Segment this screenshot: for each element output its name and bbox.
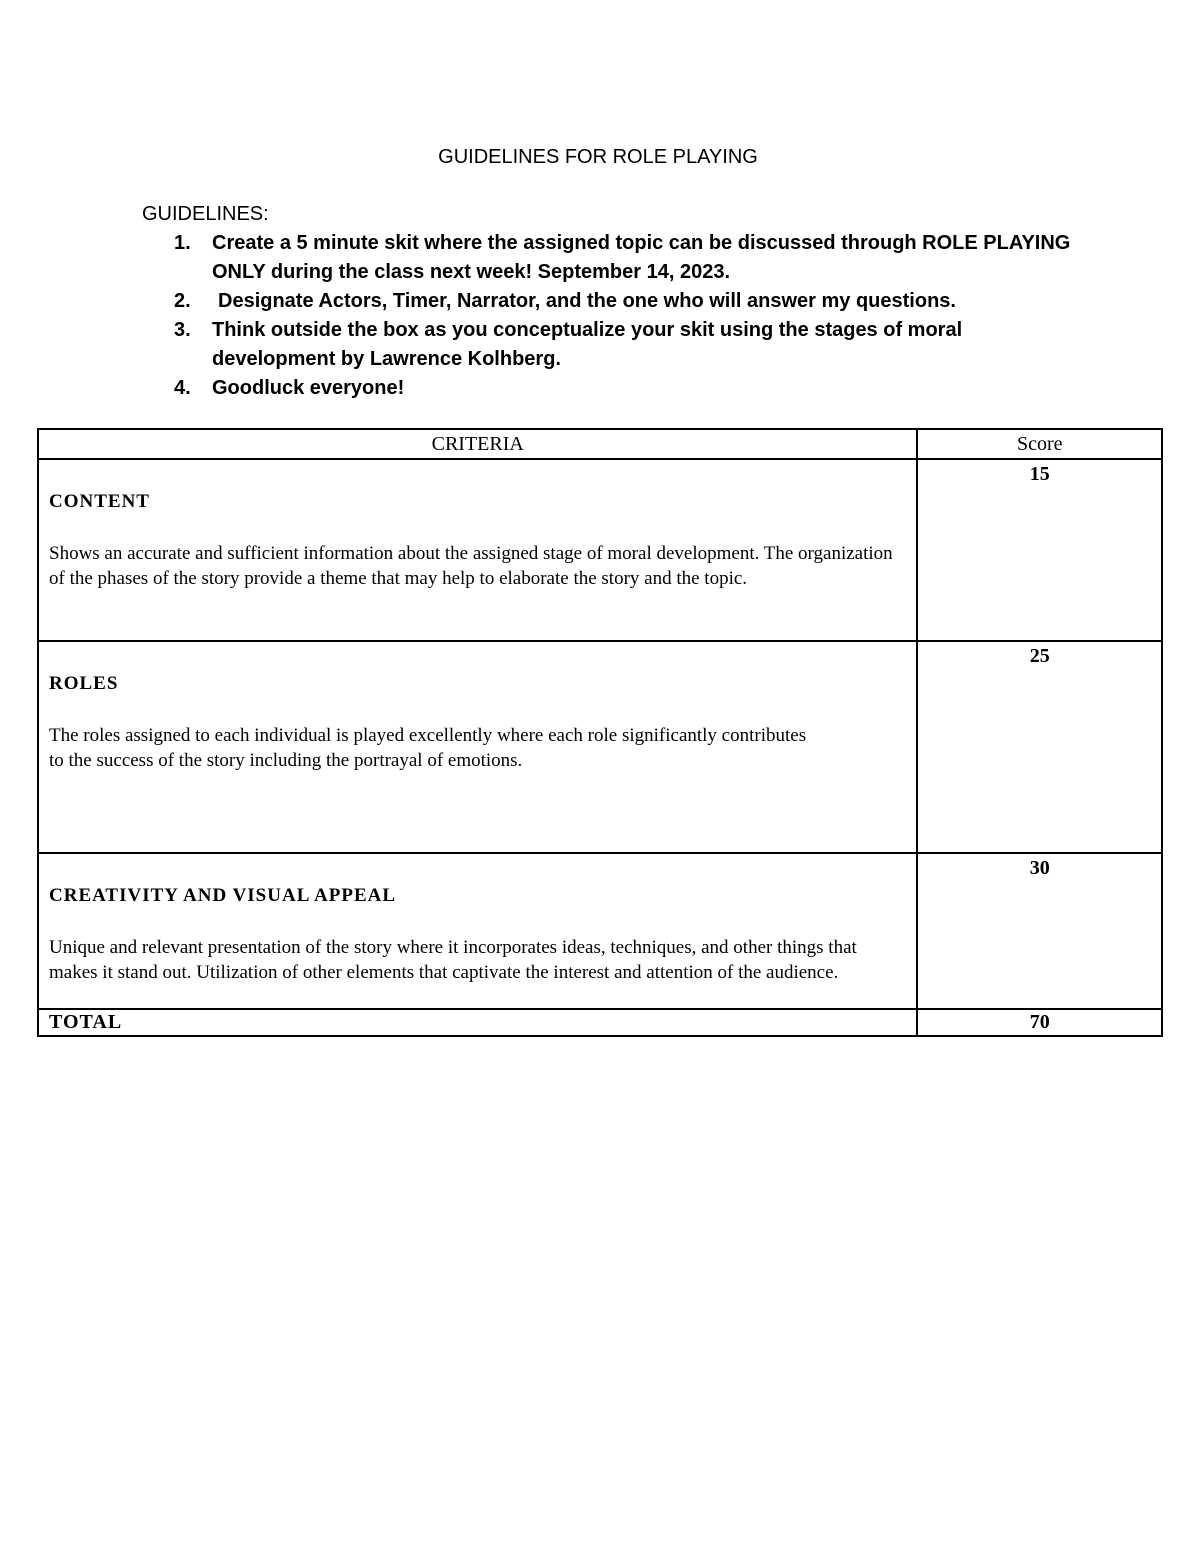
- criteria-description: The roles assigned to each individual is played excellently where each role significantly contributes to the success of the story including the portrayal of emotions.: [49, 725, 807, 771]
- criteria-header: CRITERIA: [38, 429, 917, 459]
- guidelines-heading: GUIDELINES:: [142, 203, 269, 225]
- guideline-number: 4.: [174, 377, 191, 399]
- criteria-name: CREATIVITY AND VISUAL APPEAL: [49, 885, 397, 906]
- total-score: 70: [917, 1009, 1162, 1036]
- guideline-number: 2.: [174, 290, 191, 312]
- rubric-header-row: [38, 429, 1162, 459]
- score-header: Score: [917, 429, 1162, 459]
- total-label: TOTAL: [38, 1009, 917, 1036]
- rubric-total-row: [38, 1009, 1162, 1036]
- guideline-text: Goodluck everyone!: [212, 377, 405, 399]
- rubric-row-creativity: [38, 853, 1162, 1009]
- guideline-item: [174, 316, 1074, 374]
- guideline-text: Create a 5 minute skit where the assigned topic can be discussed through ROLE PLAYING ONLY during the class next week! September 14, 2023.: [212, 232, 1071, 283]
- rubric-table: [37, 428, 1163, 1037]
- criteria-cell: [38, 641, 917, 853]
- guideline-number: 3.: [174, 319, 191, 341]
- rubric-row-roles: [38, 641, 1162, 853]
- criteria-cell: [38, 459, 917, 641]
- criteria-description: Shows an accurate and sufficient information about the assigned stage of moral development. The organization of the phases of the story provide a theme that may help to elaborate the story and the topic.: [49, 543, 893, 589]
- criteria-description: Unique and relevant presentation of the story where it incorporates ideas, techniques, and other things that makes it stand out. Utilization of other elements that captivate the interest and attention of the audience.: [49, 937, 857, 983]
- guideline-item: [174, 229, 1074, 287]
- criteria-cell: [38, 853, 917, 1009]
- score-cell: 30: [917, 853, 1162, 1009]
- score-cell: 25: [917, 641, 1162, 853]
- page-title: GUIDELINES FOR ROLE PLAYING: [438, 146, 758, 168]
- guideline-list: [174, 229, 1074, 403]
- criteria-name: ROLES: [49, 673, 119, 694]
- guideline-text: Think outside the box as you conceptualize your skit using the stages of moral development by Lawrence Kolhberg.: [212, 319, 963, 370]
- guideline-number: 1.: [174, 232, 191, 254]
- guideline-item: [174, 287, 1074, 316]
- guideline-item: [174, 374, 1074, 403]
- score-cell: 15: [917, 459, 1162, 641]
- rubric-row-content: [38, 459, 1162, 641]
- guideline-text: Designate Actors, Timer, Narrator, and the one who will answer my questions.: [218, 290, 956, 312]
- criteria-name: CONTENT: [49, 491, 150, 512]
